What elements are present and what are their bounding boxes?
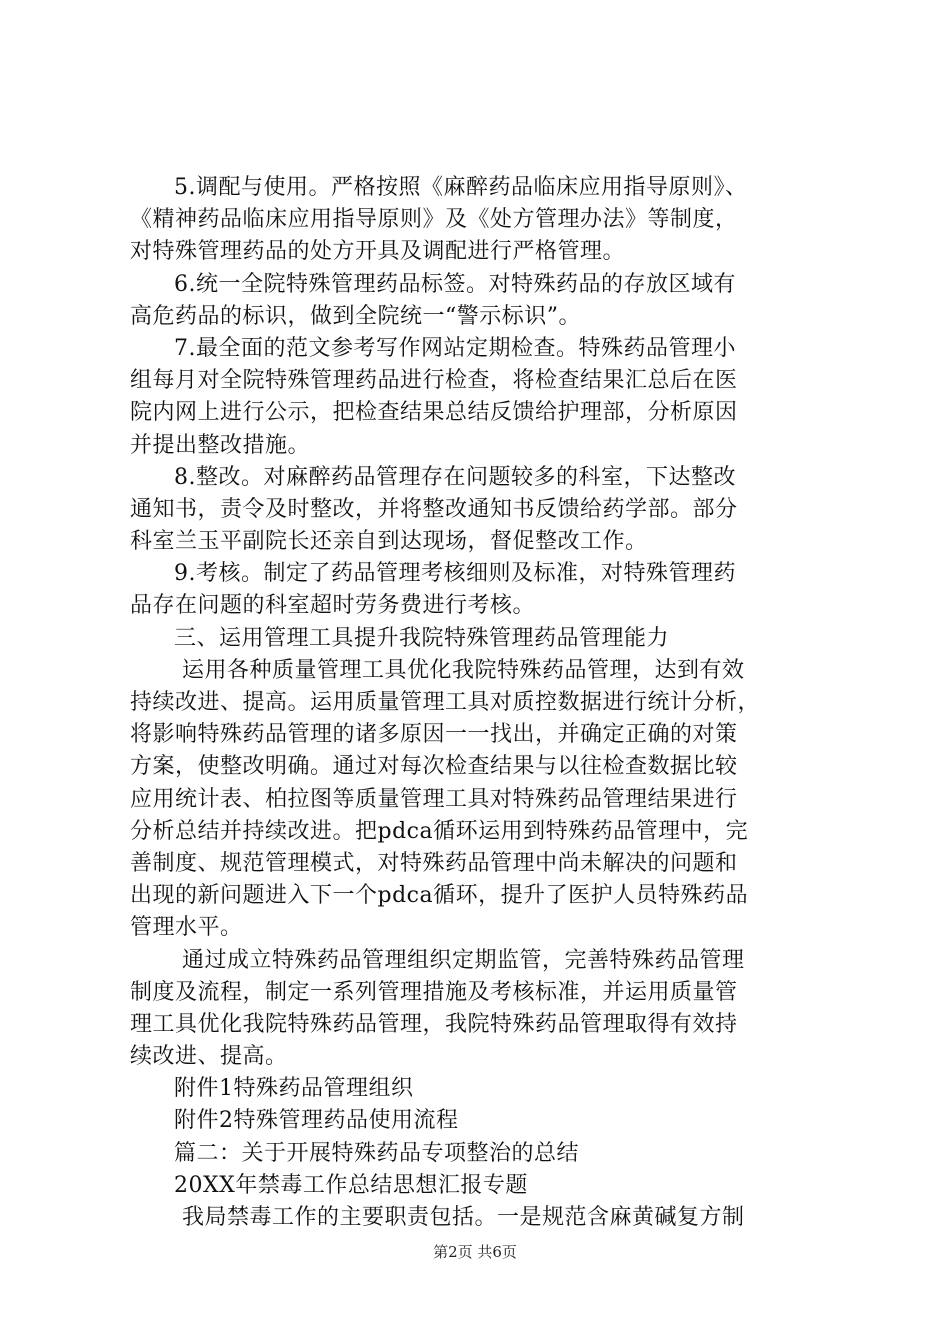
text-line: 理工具优化我院特殊药品管理，我院特殊药品管理取得有效持 [130, 1011, 738, 1037]
text-line: 5.调配与使用。严格按照《麻醉药品临床应用指导原则》、 [174, 175, 748, 200]
text-line: 7.最全面的范文参考写作网站定期检查。特殊药品管理小 [174, 335, 736, 361]
text-line: 附件2特殊管理药品使用流程 [174, 1108, 459, 1134]
text-line: 《精神药品临床应用指导原则》及《处方管理办法》等制度， [130, 207, 738, 233]
text-line: 出现的新问题进入下一个pdca循环，提升了医护人员特殊药品 [130, 883, 749, 909]
text-line: 并提出整改措施。 [130, 432, 311, 458]
text-line: 高危药品的标识，做到全院统一“警示标识”。 [130, 303, 581, 329]
text-line: 运用各种质量管理工具优化我院特殊药品管理，达到有效 [182, 657, 745, 683]
text-line: 善制度、规范管理模式，对特殊药品管理中尚未解决的问题和 [130, 850, 738, 876]
text-line: 分析总结并持续改进。把pdca循环运用到特殊药品管理中，完 [130, 818, 749, 844]
text-line: 院内网上进行公示，把检查结果总结反馈给护理部，分析原因 [130, 400, 738, 426]
text-line: 20XX年禁毒工作总结思想汇报专题 [174, 1172, 528, 1198]
text-line: 6.统一全院特殊管理药品标签。对特殊药品的存放区域有 [174, 271, 736, 297]
text-line: 应用统计表、柏拉图等质量管理工具对特殊药品管理结果进行 [130, 786, 738, 812]
document-body [130, 172, 830, 1234]
text-line: 管理水平。 [130, 915, 243, 941]
text-line: 对特殊管理药品的处方开具及调配进行严格管理。 [130, 239, 626, 265]
text-line: 制度及流程，制定一系列管理措施及考核标准，并运用质量管 [130, 979, 738, 1005]
text-line: 组每月对全院特殊管理药品进行检查，将检查结果汇总后在医 [130, 368, 738, 394]
text-line: 持续改进、提高。运用质量管理工具对质控数据进行统计分析， [130, 690, 761, 715]
text-line: 篇二：关于开展特殊药品专项整治的总结 [174, 1140, 580, 1166]
text-line: 8.整改。对麻醉药品管理存在问题较多的科室，下达整改 [174, 464, 736, 490]
text-line: 我局禁毒工作的主要职责包括。一是规范含麻黄碱复方制 [182, 1205, 745, 1230]
text-line: 三、运用管理工具提升我院特殊管理药品管理能力 [174, 625, 670, 651]
text-line: 续改进、提高。 [130, 1044, 288, 1070]
text-line: 方案，使整改明确。通过对每次检查结果与以往检查数据比较 [130, 754, 738, 780]
text-line: 通过成立特殊药品管理组织定期监管，完善特殊药品管理 [182, 947, 745, 973]
text-line: 9.考核。制定了药品管理考核细则及标准，对特殊管理药 [174, 561, 736, 587]
page-number-footer: 第2页 共6页 [433, 1243, 517, 1261]
text-line: 品存在问题的科室超时劳务费进行考核。 [130, 593, 536, 619]
text-line: 附件1特殊药品管理组织 [174, 1076, 414, 1102]
text-line: 通知书，责令及时整改，并将整改通知书反馈给药学部。部分 [130, 496, 738, 522]
text-line: 将影响特殊药品管理的诸多原因一一找出，并确定正确的对策 [130, 722, 738, 748]
text-line: 科室兰玉平副院长还亲自到达现场，督促整改工作。 [130, 529, 648, 555]
